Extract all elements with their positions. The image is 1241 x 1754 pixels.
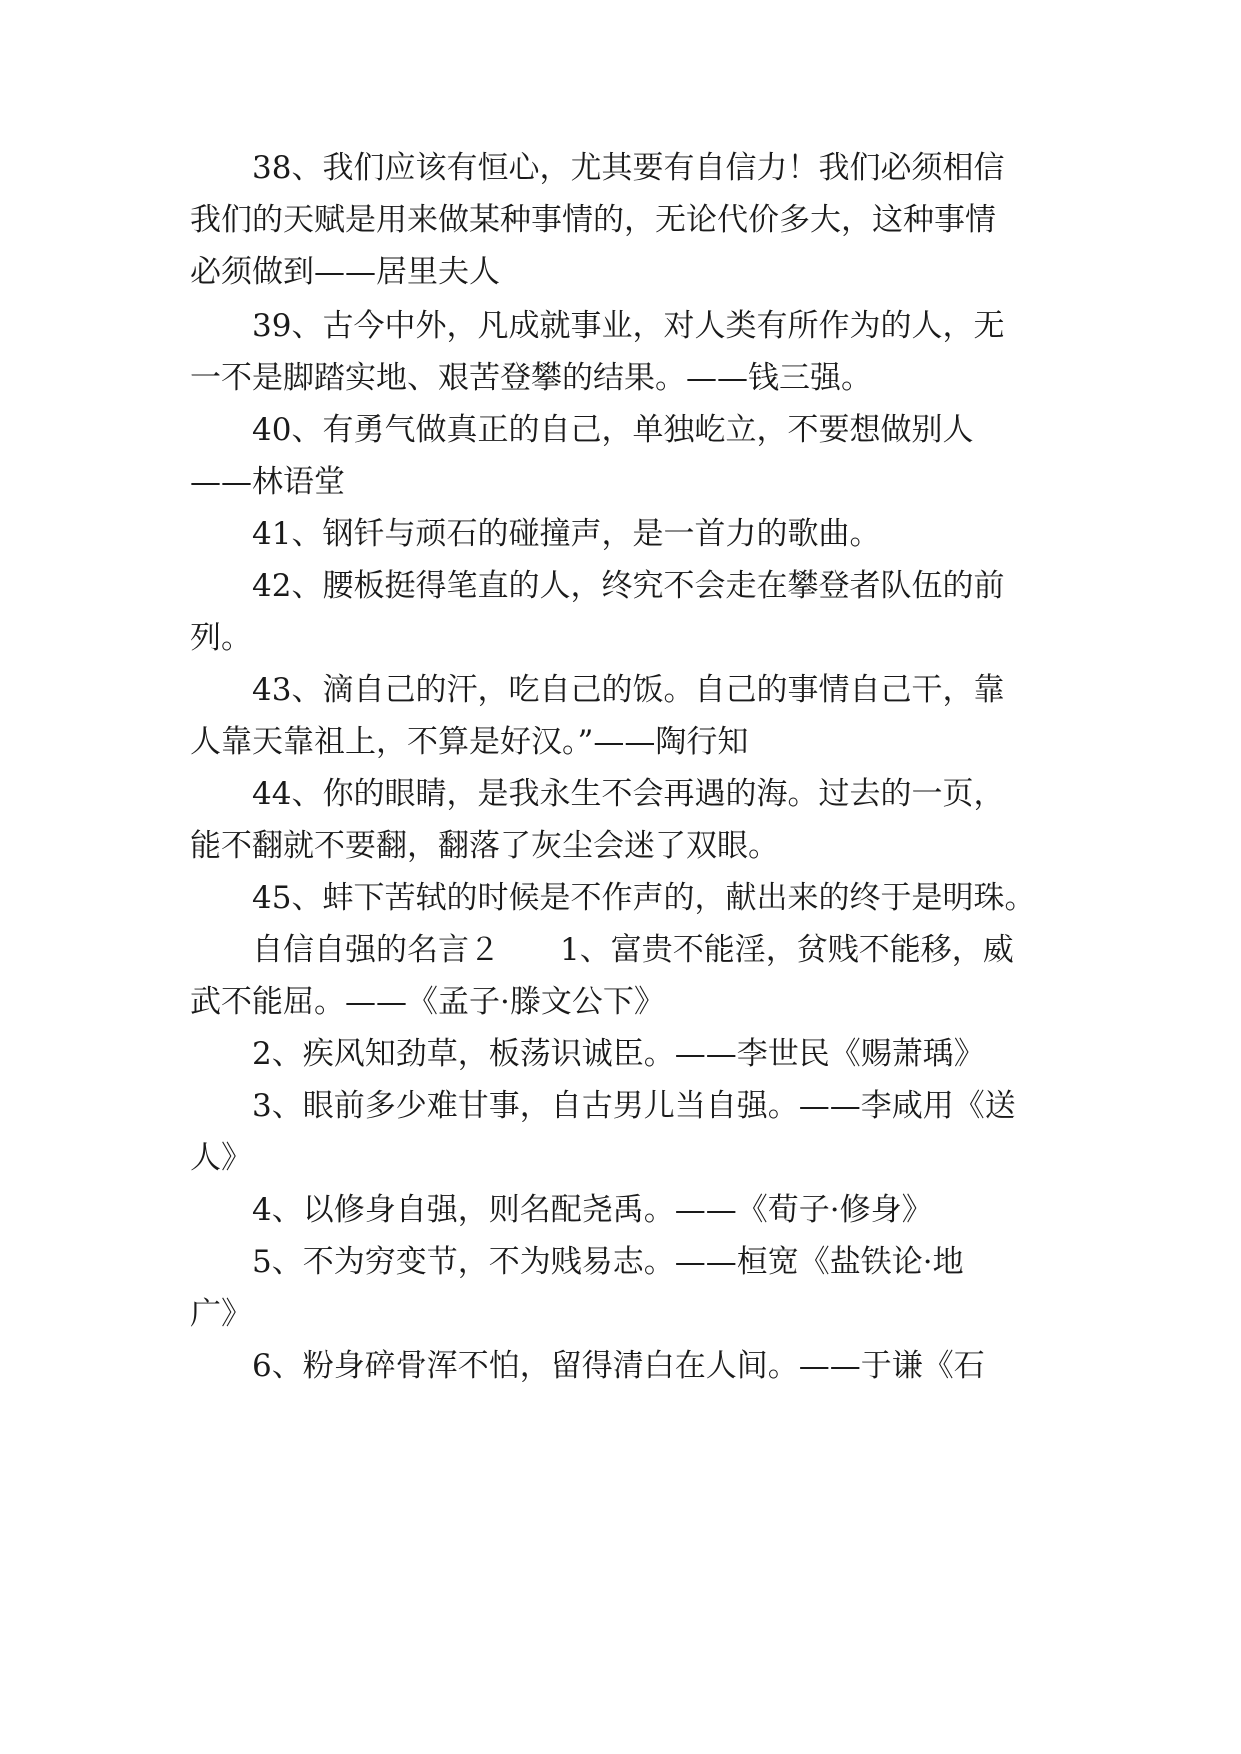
quote-44-line-1: 44、你的眼睛，是我永生不会再遇的海。过去的一页，	[252, 776, 1005, 812]
quote-38-line-3: 必须做到——居里夫人	[190, 254, 500, 290]
quote-5-line-1: 5、不为穷变节，不为贱易志。——桓宽《盐铁论·地	[252, 1244, 964, 1280]
quote-38-line-1: 38、我们应该有恒心，尤其要有自信力！我们必须相信	[252, 150, 1005, 186]
quote-39-line-2: 一不是脚踏实地、艰苦登攀的结果。——钱三强。	[190, 360, 872, 396]
quote-3-line-2: 人》	[190, 1140, 252, 1176]
section-heading-line	[252, 930, 1052, 970]
quote-41-line-1: 41、钢钎与顽石的碰撞声，是一首力的歌曲。	[252, 516, 881, 552]
quote-42-line-1: 42、腰板挺得笔直的人，终究不会走在攀登者队伍的前	[252, 568, 1005, 604]
quote-5-line-2: 广》	[190, 1296, 252, 1332]
quote-42-line-2: 列。	[190, 620, 252, 656]
quote-43-line-1: 43、滴自己的汗，吃自己的饭。自己的事情自己干，靠	[252, 672, 1005, 708]
quote-3-line-1: 3、眼前多少难甘事，自古男儿当自强。——李咸用《送	[252, 1088, 1016, 1124]
quote-38-line-2: 我们的天赋是用来做某种事情的，无论代价多大，这种事情	[190, 202, 996, 238]
quote-1-line-2: 武不能屈。——《孟子·滕文公下》	[190, 984, 665, 1020]
quote-1-line-1: 1、富贵不能淫，贫贱不能移，威	[560, 932, 1014, 968]
quote-2-line-1: 2、疾风知劲草，板荡识诚臣。——李世民《赐萧瑀》	[252, 1036, 985, 1072]
quote-44-line-2: 能不翻就不要翻，翻落了灰尘会迷了双眼。	[190, 828, 779, 864]
quote-43-line-2: 人靠天靠祖上，不算是好汉。”——陶行知	[190, 724, 749, 760]
quote-45-line-1: 45、蚌下苦轼的时候是不作声的，献出来的终于是明珠。	[252, 880, 1036, 916]
quote-6-line-1: 6、粉身碎骨浑不怕，留得清白在人间。——于谦《石	[252, 1348, 985, 1384]
section-heading: 自信自强的名言２	[252, 932, 500, 968]
quote-4-line-1: 4、以修身自强，则名配尧禹。——《荀子·修身》	[252, 1192, 933, 1228]
quote-40-line-1: 40、有勇气做真正的自己，单独屹立，不要想做别人	[252, 412, 974, 448]
quote-39-line-1: 39、古今中外，凡成就事业，对人类有所作为的人，无	[252, 308, 1005, 344]
quote-40-line-2: ——林语堂	[190, 464, 345, 500]
